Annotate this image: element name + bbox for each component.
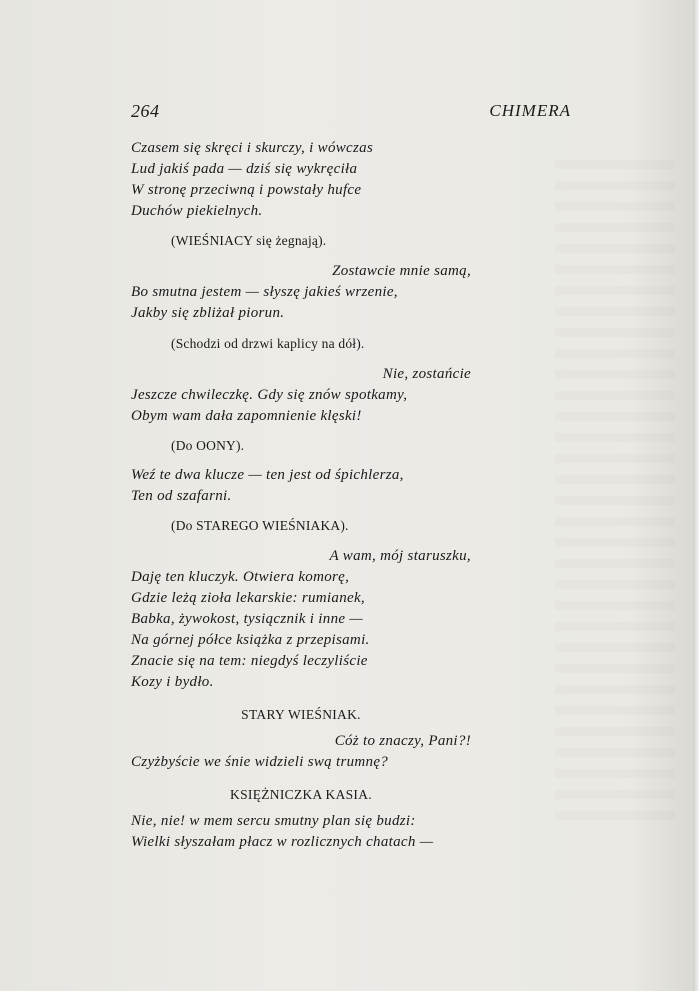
stage-direction: (Do STAREGO WIEŚNIAKA). <box>171 518 349 533</box>
verse-line: Nie, zostańcie <box>382 366 471 382</box>
stage-direction: (WIEŚNIACY się żegnają). <box>171 233 327 248</box>
verse-line: Lud jakiś pada — dziś się wykręciła <box>131 161 358 177</box>
verse-line: Na górnej półce książka z przepisami. <box>131 632 370 648</box>
stage-direction: (Do OONY). <box>171 438 245 453</box>
page-number: 264 <box>131 101 160 121</box>
verse-line: Obym wam dała zapomnienie klęski! <box>131 408 362 424</box>
verse-line: Jeszcze chwileczkę. Gdy się znów spotkamy, <box>131 387 408 403</box>
verse-line: Ten od szafarni. <box>131 488 232 504</box>
verse-line: Gdzie leżą zioła lekarskie: rumianek, <box>131 590 365 606</box>
verse-line: Babka, żywokost, tysiącznik i inne — <box>131 611 364 627</box>
stage-direction: (Schodzi od drzwi kaplicy na dół). <box>171 336 365 351</box>
verse-line: A wam, mój staruszku, <box>329 548 471 564</box>
verse-line: Weź te dwa klucze — ten jest od śpichlerza, <box>131 467 404 483</box>
speaker-name: STARY WIEŚNIAK. <box>241 707 361 722</box>
verse-line: Kozy i bydło. <box>131 674 214 690</box>
verse-line: Duchów piekielnych. <box>131 203 263 219</box>
speaker-name: KSIĘŻNICZKA KASIA. <box>230 787 372 802</box>
verse-line: Zostawcie mnie samą, <box>332 263 471 279</box>
verse-line: Daję ten kluczyk. Otwiera komorę, <box>131 569 350 585</box>
verse-line: Czyżbyście we śnie widzieli swą trumnę? <box>131 754 389 770</box>
verse-line: Wielki słyszałam płacz w rozlicznych chatach — <box>131 834 434 850</box>
show-through-text <box>555 160 675 820</box>
verse-line: Cóż to znaczy, Pani?! <box>334 733 471 749</box>
verse-line: Bo smutna jestem — słyszę jakieś wrzenie, <box>131 284 398 300</box>
verse-line: Jakby się zbliżał piorun. <box>131 305 285 321</box>
running-title: CHIMERA <box>489 101 571 120</box>
verse-line: Czasem się skręci i skurczy, i wówczas <box>131 140 374 156</box>
page-edge <box>693 0 699 991</box>
verse-line: Nie, nie! w mem sercu smutny plan się budzi: <box>131 813 416 829</box>
verse-line: Znacie się na tem: niegdyś leczyliście <box>131 653 368 669</box>
drama-text <box>131 138 471 853</box>
verse-line: W stronę przeciwną i powstały hufce <box>131 182 362 198</box>
page-header <box>131 101 571 125</box>
